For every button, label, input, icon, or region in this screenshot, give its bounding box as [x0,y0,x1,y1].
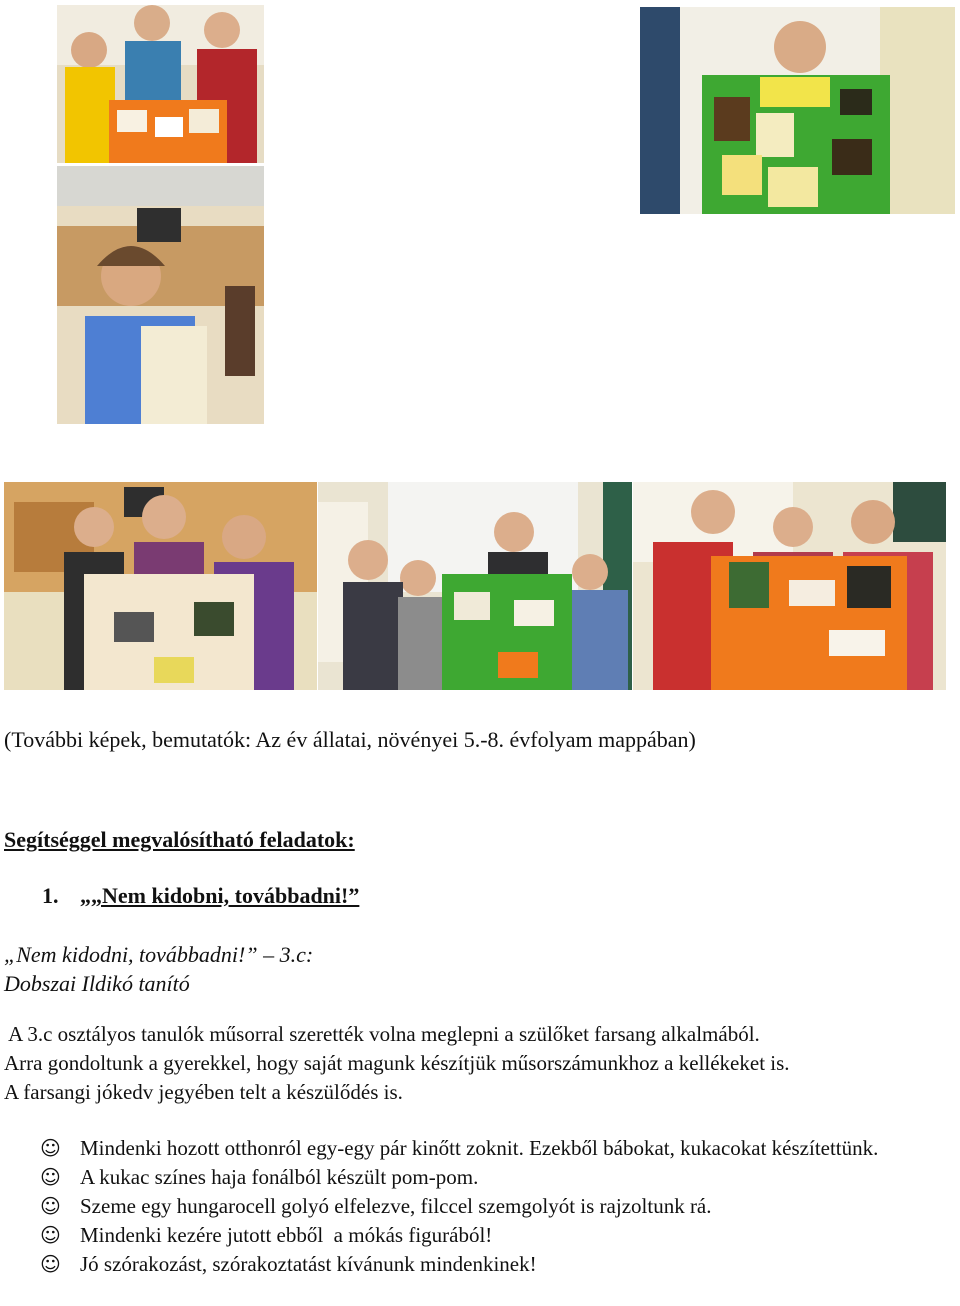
photo-boy-booklet [57,166,264,424]
smiley-icon: ☺ [40,1194,61,1218]
list-item-text: Szeme egy hungarocell golyó elfelezve, filccel szemgolyót is rajzoltunk rá. [80,1194,712,1218]
photo-group-green-poster [318,482,632,690]
paragraph-line-3: A farsangi jókedv jegyében telt a készülődés is. [4,1080,403,1104]
list-item-text: Mindenki kezére jutott ebből a mókás figurából! [80,1223,493,1247]
list-item-text: A kukac színes haja fonálból készült pom-pom. [80,1165,479,1189]
list-item [40,1221,956,1250]
photo-caption: (További képek, bemutatók: Az év állatai, növényei 5.-8. évfolyam mappában) [4,727,696,752]
list-item [40,1250,956,1279]
photo-girls-white-poster [4,482,317,690]
item-number: 1. [42,883,59,908]
list-item-text: Mindenki hozott otthonról egy-egy pár kinőtt zoknit. Ezekből bábokat, kukacokat készítettünk. [80,1136,879,1160]
paragraph-line-1: A 3.c osztályos tanulók műsorral szerették volna meglepni a szülőket farsang alkalmából. [4,1022,760,1046]
paragraph-line-2: Arra gondoltunk a gyerekkel, hogy saját magunk készítjük műsorszámunkhoz a kellékeket is. [4,1051,790,1075]
photo-girls-orange-poster [633,482,946,690]
bullet-list [40,1134,956,1279]
numbered-item [42,883,359,909]
list-item [40,1192,956,1221]
smiley-icon: ☺ [40,1223,61,1247]
smiley-icon: ☺ [40,1165,61,1189]
item-title: „„Nem kidobni, továbbadni!” [80,883,360,908]
list-item-text: Jó szórakozást, szórakoztatást kívánunk mindenkinek! [80,1252,537,1276]
intro-paragraph [4,1020,956,1107]
photo-girl-green-poster [640,7,955,214]
subtitle-line-1: „Nem kidodni, továbbadni!” – 3.c: [4,942,314,967]
section-heading: Segítséggel megvalósítható feladatok: [4,827,355,852]
smiley-icon: ☺ [40,1136,61,1160]
list-item [40,1163,956,1192]
photo-boys-orange-poster [57,5,264,163]
smiley-icon: ☺ [40,1252,61,1276]
subtitle-line-2: Dobszai Ildikó tanító [4,971,190,996]
list-item [40,1134,956,1163]
